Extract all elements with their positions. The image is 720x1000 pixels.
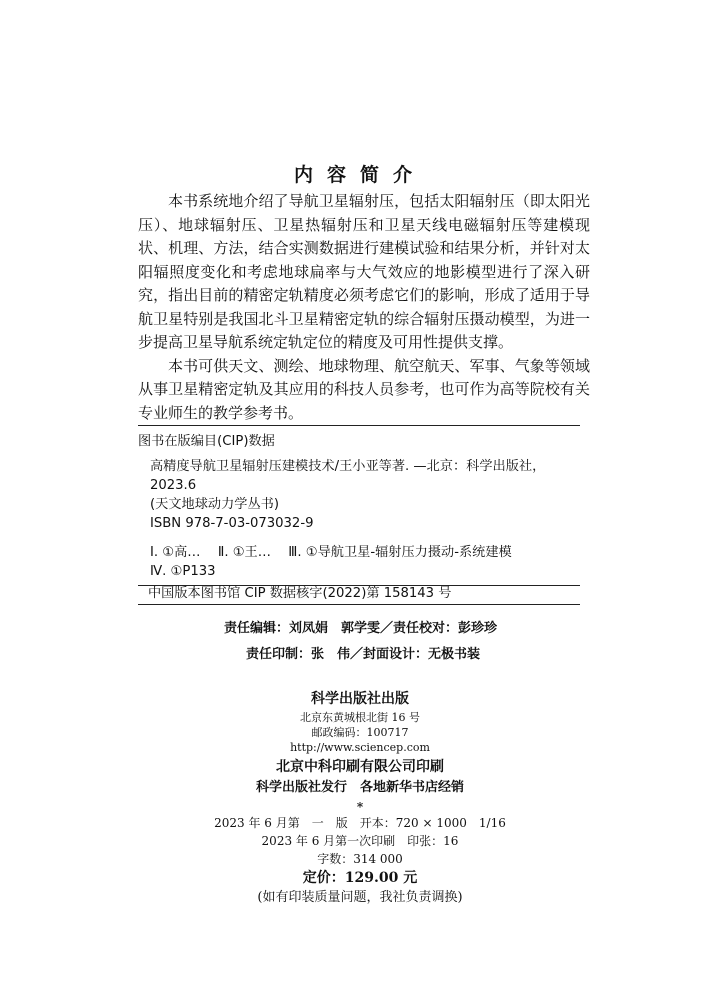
printing-info: 2023 年 6 月第一次印刷 印张：16 xyxy=(261,834,459,848)
cip-title-line: 高精度导航卫星辐射压建模技术/王小亚等著. —北京：科学出版社， xyxy=(150,459,546,474)
price: 定价：129.00 元 xyxy=(302,870,418,886)
intro-paragraph-1: 本书系统地介绍了导航卫星辐射压，包括太阳辐射压（即太阳光压）、地球辐射压、卫星热辐射压和卫星天线电磁辐射压等建模现状、机理、方法，结合实测数据进行建模试验和结果分析，并针对太阳辐照度变化和考虑地球扁率与大气效应的地影模型进行了深入研究，指出目前的精密定轨精度必须考虑它们的影响，形成了适用于导航卫星特别是我国北斗卫星精密定轨的综合辐射压摄动模型，为进一步提高卫星导航系统定轨定位的精度及可用性提供支撑。 xyxy=(138,192,590,351)
divider xyxy=(138,604,580,605)
cip-classification-2: Ⅳ. ①P133 xyxy=(150,564,216,579)
publisher-address: 北京东黄城根北街 16 号 xyxy=(300,711,420,724)
intro-paragraph-2: 本书可供天文、测绘、地球物理、航空航天、军事、气象等领域从事卫星精密定轨及其应用的科技人员参考，也可作为高等院校有关专业师生的教学参考书。 xyxy=(138,356,590,422)
publisher: 科学出版社出版 xyxy=(311,691,409,707)
print-credit: 责任印制：张 伟／封面设计：无极书装 xyxy=(246,647,481,662)
edition-info: 2023 年 6 月第 一 版 开本：720 × 1000 1/16 xyxy=(214,816,506,830)
content-intro-title: 内容简介 xyxy=(293,164,426,186)
postcode: 邮政编码：100717 xyxy=(311,726,409,739)
quality-notice: (如有印装质量问题，我社负责调换) xyxy=(257,890,463,905)
cip-date-line: 2023.6 xyxy=(150,478,197,493)
printer: 北京中科印刷有限公司印刷 xyxy=(276,759,444,775)
distribution: 科学出版社发行 各地新华书店经销 xyxy=(255,780,464,795)
cip-heading: 图书在版编目(CIP)数据 xyxy=(138,434,275,449)
staff-credits xyxy=(224,616,497,668)
cip-isbn-line: ISBN 978-7-03-073032-9 xyxy=(150,516,314,531)
cip-block xyxy=(138,425,580,586)
imprint-block xyxy=(0,688,720,907)
website: http://www.sciencep.com xyxy=(290,741,430,754)
cip-series-line: (天文地球动力学丛书) xyxy=(150,497,279,512)
content-intro-text xyxy=(138,190,590,425)
separator-star: * xyxy=(356,800,364,814)
cip-number: 中国版本图书馆 CIP 数据核字(2022)第 158143 号 xyxy=(148,586,452,601)
word-count: 字数：314 000 xyxy=(317,852,403,866)
editor-credit: 责任编辑：刘凤娟 郭学雯／责任校对：彭珍珍 xyxy=(224,621,498,636)
cip-classification-1: Ⅰ. ①高… Ⅱ. ①王… Ⅲ. ①导航卫星-辐射压力摄动-系统建模 xyxy=(150,545,512,560)
